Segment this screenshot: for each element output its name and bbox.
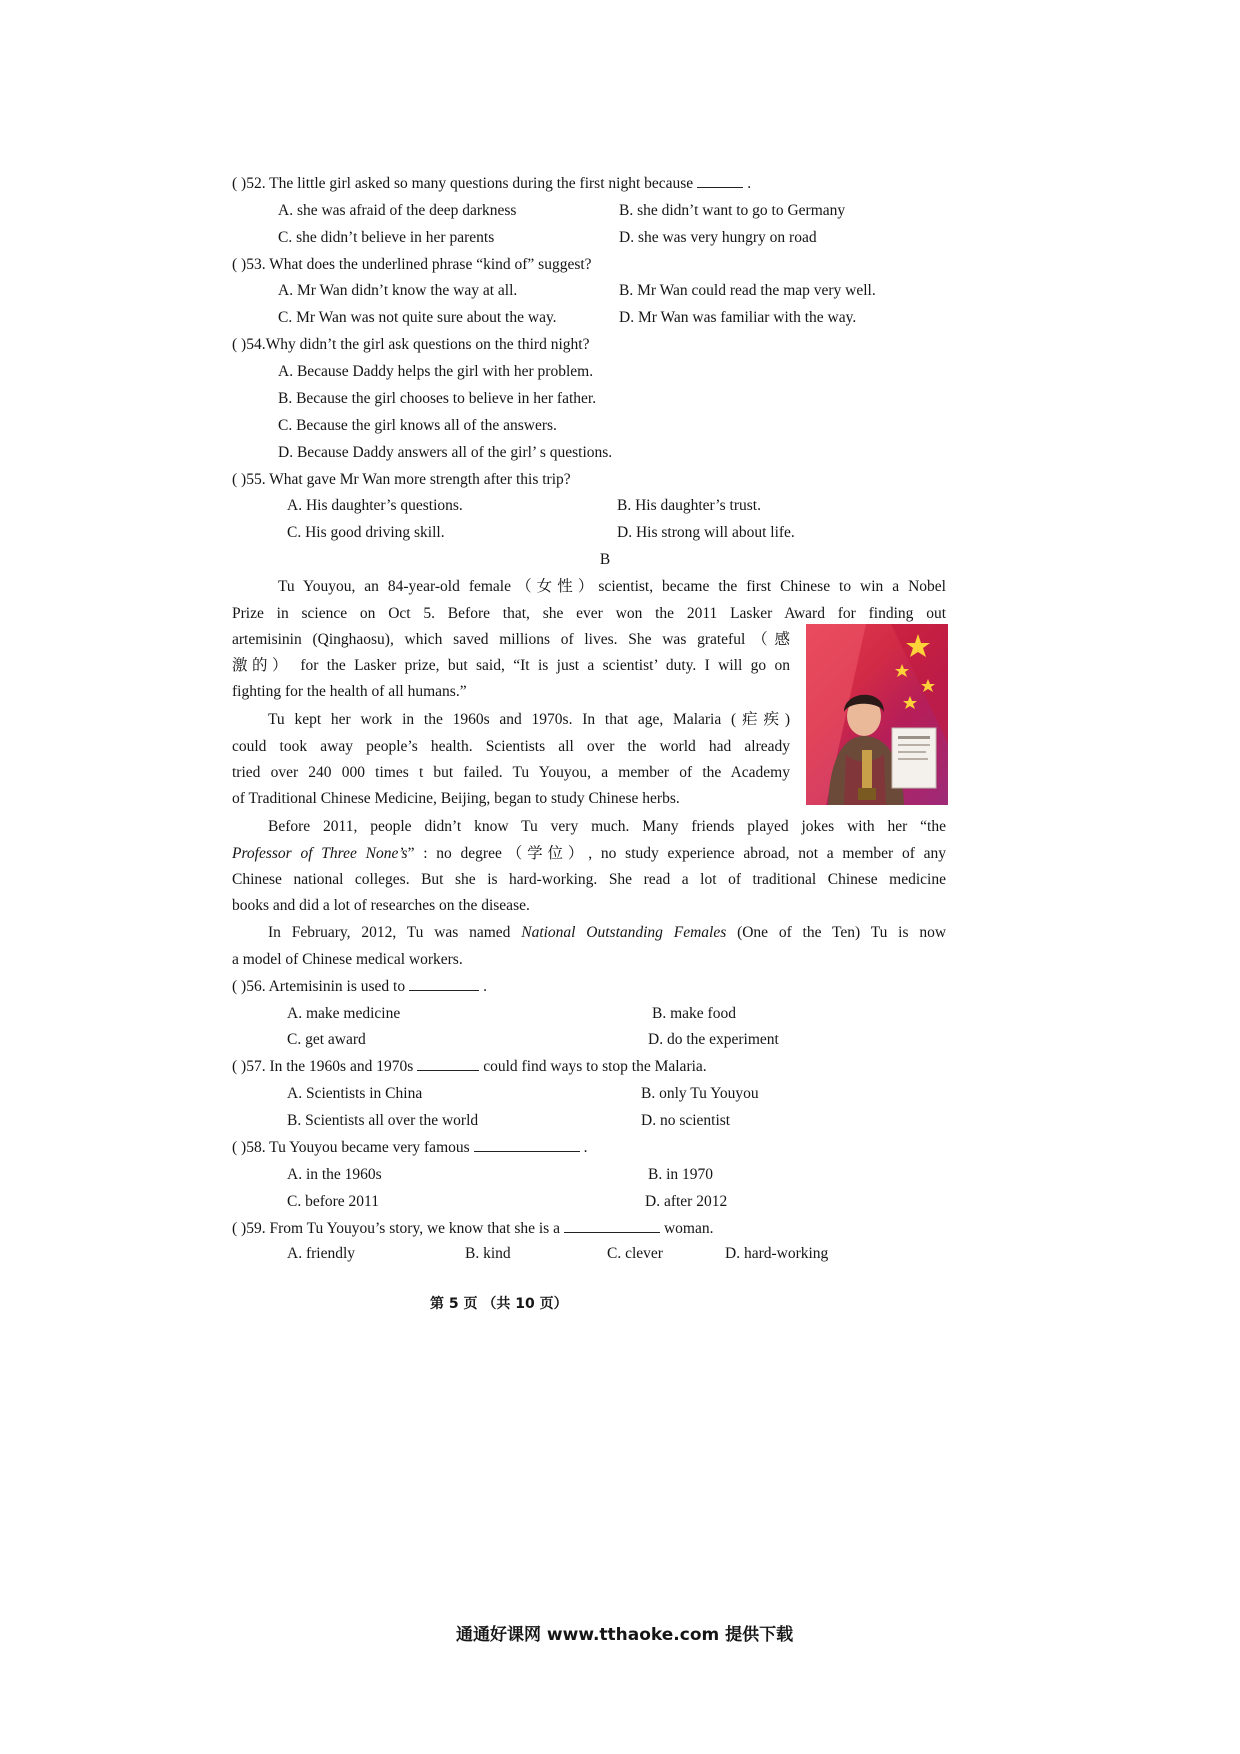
question-59-stem <box>232 1221 713 1237</box>
question-59-text: ( )59. From Tu Youyou’s story, we know that she is a <box>232 1220 560 1237</box>
option-55-c: C. His good driving skill. <box>287 524 445 541</box>
passage-line: Chinese national colleges. But she is hard-working. She read a lot of traditional Chinese medicine <box>232 871 946 888</box>
question-52-text: ( )52. The little girl asked so many questions during the first night because <box>232 175 694 192</box>
question-52-stem <box>232 176 751 192</box>
option-57-c: B. Scientists all over the world <box>287 1112 479 1129</box>
option-55-a: A. His daughter’s questions. <box>287 497 463 514</box>
option-58-b: B. in 1970 <box>648 1166 714 1183</box>
option-54-a: A. Because Daddy helps the girl with her problem. <box>278 363 594 380</box>
page-number: 第 5 页 （共 10 页） <box>430 1296 568 1312</box>
option-55-b: B. His daughter’s trust. <box>617 497 761 514</box>
passage-line: of Traditional Chinese Medicine, Beijing, began to study Chinese herbs. <box>232 790 680 807</box>
passage-text: In February, 2012, Tu was named <box>268 924 511 941</box>
option-58-d: D. after 2012 <box>645 1193 728 1210</box>
photo-illustration <box>806 624 948 805</box>
option-56-d: D. do the experiment <box>648 1031 779 1048</box>
answer-blank <box>474 1150 580 1152</box>
answer-blank <box>697 186 743 188</box>
question-53-stem: ( )53. What does the underlined phrase “kind of” suggest? <box>232 256 592 273</box>
passage-line: tried over 240 000 times t but failed. Tu Youyou, a member of the Academy <box>232 764 790 781</box>
passage-italic-phrase: National Outstanding Females <box>521 924 727 941</box>
question-57-stem <box>232 1059 707 1075</box>
option-58-a: A. in the 1960s <box>287 1166 382 1183</box>
question-58-end: . <box>583 1139 588 1156</box>
passage-italic-phrase: Professor of Three None’s <box>232 845 408 862</box>
option-59-c: C. clever <box>607 1245 663 1262</box>
question-55-stem: ( )55. What gave Mr Wan more strength after this trip? <box>232 471 571 488</box>
question-59-text-end: woman. <box>663 1220 714 1237</box>
scientist-photo <box>806 624 948 805</box>
option-59-a: A. friendly <box>287 1245 356 1262</box>
question-58-text: ( )58. Tu Youyou became very famous <box>232 1139 470 1156</box>
option-54-d: D. Because Daddy answers all of the girl’ s questions. <box>278 444 613 461</box>
option-59-d: D. hard-working <box>725 1245 829 1262</box>
passage-line: Tu Youyou, an 84-year-old female（女性）scientist, became the first Chinese to win a Nobel <box>278 578 946 595</box>
option-54-b: B. Because the girl chooses to believe in her father. <box>278 390 597 407</box>
question-54-stem: ( )54.Why didn’t the girl ask questions on the third night? <box>232 336 590 353</box>
option-57-d: D. no scientist <box>641 1112 731 1129</box>
question-58-stem <box>232 1140 588 1156</box>
option-56-b: B. make food <box>652 1005 736 1022</box>
option-52-a: A. she was afraid of the deep darkness <box>278 202 517 219</box>
passage-line: a model of Chinese medical workers. <box>232 951 463 968</box>
option-56-c: C. get award <box>287 1031 366 1048</box>
passage-line: Before 2011, people didn’t know Tu very much. Many friends played jokes with her “the <box>268 818 946 835</box>
question-56-end: . <box>483 978 487 995</box>
option-57-b: B. only Tu Youyou <box>641 1085 759 1102</box>
question-52-end: . <box>747 175 752 192</box>
question-57-text: ( )57. In the 1960s and 1970s <box>232 1058 414 1075</box>
option-53-b: B. Mr Wan could read the map very well. <box>619 282 876 299</box>
option-54-c: C. Because the girl knows all of the answers. <box>278 417 557 434</box>
passage-line: books and did a lot of researches on the disease. <box>232 897 530 914</box>
passage-line: Prize in science on Oct 5. Before that, she ever won the 2011 Lasker Award for finding out <box>232 605 946 622</box>
answer-blank <box>564 1231 660 1233</box>
passage-line: could took away people’s health. Scientists all over the world had already <box>232 738 790 755</box>
section-heading-b: B <box>599 551 611 568</box>
question-57-text-end: could find ways to stop the Malaria. <box>483 1058 707 1075</box>
answer-blank <box>417 1069 479 1071</box>
option-58-c: C. before 2011 <box>287 1193 379 1210</box>
option-56-a: A. make medicine <box>287 1005 401 1022</box>
option-52-c: C. she didn’t believe in her parents <box>278 229 495 246</box>
option-57-a: A. Scientists in China <box>287 1085 423 1102</box>
passage-line: 激的） for the Lasker prize, but said, “It is just a scientist’ duty. I will go on <box>232 657 790 674</box>
passage-line: Tu kept her work in the 1960s and 1970s. In that age, Malaria (疟疾) <box>268 711 790 728</box>
option-59-b: B. kind <box>465 1245 511 1262</box>
question-56-stem <box>232 979 487 995</box>
passage-line: fighting for the health of all humans.” <box>232 683 467 700</box>
passage-line <box>232 846 946 862</box>
passage-line <box>268 925 946 941</box>
passage-text: (One of the Ten) Tu is now <box>737 924 947 941</box>
footer-download-note: 通通好课网 www.tthaoke.com 提供下载 <box>456 1625 794 1645</box>
passage-line: artemisinin (Qinghaosu), which saved millions of lives. She was grateful（感 <box>232 631 790 648</box>
answer-blank <box>409 989 479 991</box>
option-53-d: D. Mr Wan was familiar with the way. <box>619 309 857 326</box>
question-56-text: ( )56. Artemisinin is used to <box>232 978 406 995</box>
option-52-b: B. she didn’t want to go to Germany <box>619 202 846 219</box>
option-52-d: D. she was very hungry on road <box>619 229 817 246</box>
option-53-c: C. Mr Wan was not quite sure about the way. <box>278 309 557 326</box>
passage-text: ” : no degree（学位）, no study experience abroad, not a member of any <box>407 845 947 862</box>
option-53-a: A. Mr Wan didn’t know the way at all. <box>278 282 518 299</box>
option-55-d: D. His strong will about life. <box>617 524 795 541</box>
